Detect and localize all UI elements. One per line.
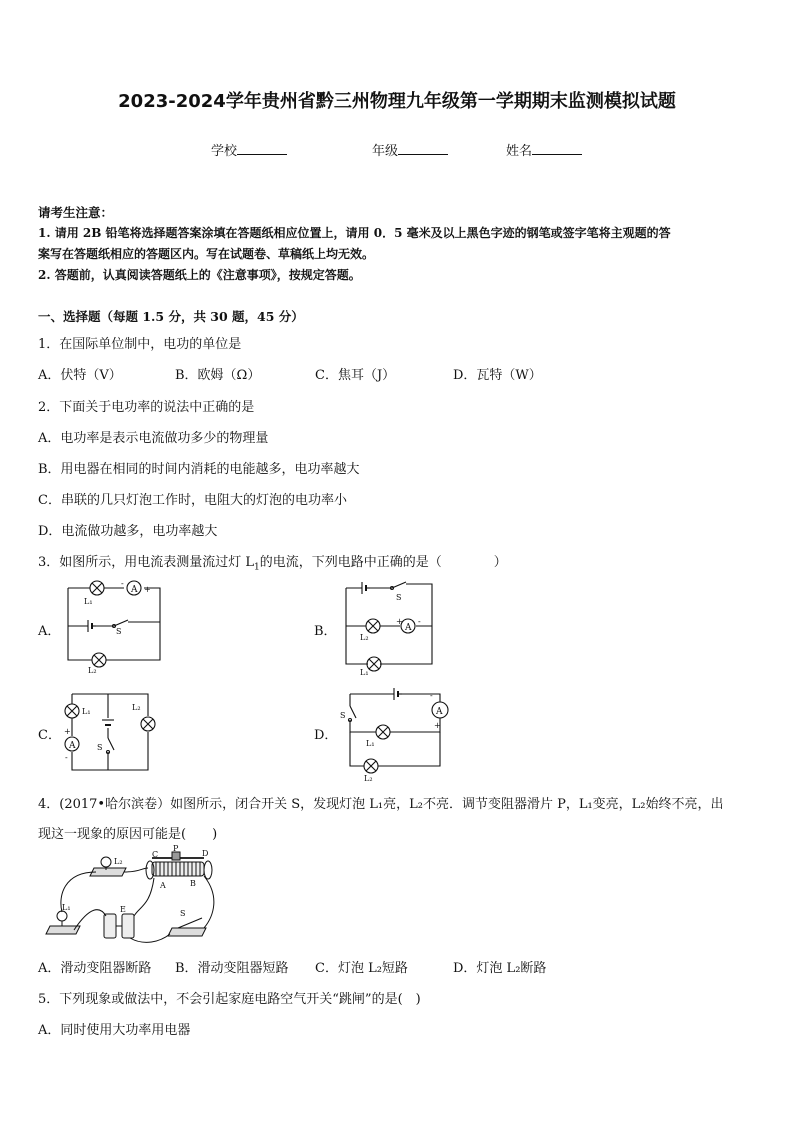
q3-stem-post: 的电流，下列电路中正确的是（ ）: [259, 555, 507, 570]
svg-text:A: A: [405, 623, 412, 633]
circuit-diagram-a: [62, 576, 166, 675]
q4-stem-line-2: 现这一现象的原因可能是( ): [38, 827, 218, 842]
q3-stem-pre: 3．如图所示，用电流表测量流过灯 L: [38, 555, 255, 570]
q1-option-b[interactable]: B．欧姆（Ω）: [175, 368, 261, 383]
section-heading: 一、选择题（每题 1.5 分，共 30 题，45 分）: [38, 309, 304, 324]
q3-option-d[interactable]: D．: [314, 728, 338, 743]
svg-text:S: S: [396, 593, 402, 602]
svg-text:L₂: L₂: [364, 774, 373, 783]
svg-text:A: A: [160, 881, 166, 890]
q4-option-c[interactable]: C．灯泡 L₂短路: [315, 961, 408, 976]
q5-option-a[interactable]: A．同时使用大功率用电器: [38, 1023, 191, 1038]
svg-text:-: -: [418, 617, 421, 626]
svg-text:S: S: [180, 909, 186, 918]
school-field[interactable]: [211, 140, 287, 159]
q3-option-b[interactable]: B．: [314, 624, 337, 639]
svg-text:S: S: [340, 711, 346, 720]
name-label: 姓名: [506, 144, 533, 159]
q3-stem: [38, 551, 507, 573]
page-title: 2023-2024学年贵州省黔三州物理九年级第一学期期末监测模拟试题: [118, 91, 676, 112]
q5-stem: 5．下列现象或做法中，不会引起家庭电路空气开关“跳闸”的是( ): [38, 992, 421, 1007]
q2-option-b[interactable]: B．用电器在相同的时间内消耗的电能越多，电功率越大: [38, 462, 360, 477]
svg-text:L₁: L₁: [360, 668, 369, 677]
svg-text:L₂: L₂: [132, 703, 141, 712]
q3-option-c[interactable]: C．: [38, 728, 61, 743]
svg-text:+: +: [396, 617, 403, 626]
grade-label: 年级: [372, 144, 399, 159]
svg-text:S: S: [97, 743, 103, 752]
grade-field[interactable]: [372, 140, 448, 159]
svg-text:C: C: [152, 850, 159, 859]
svg-text:A: A: [69, 741, 76, 751]
svg-text:L₂: L₂: [360, 633, 369, 642]
svg-text:D: D: [202, 849, 209, 858]
q4-option-b[interactable]: B．滑动变阻器短路: [175, 961, 289, 976]
circuit-diagram-c: [60, 688, 160, 774]
q3-stem-sub: 1: [254, 562, 260, 573]
svg-text:A: A: [436, 707, 443, 717]
svg-text:L₁: L₁: [366, 739, 375, 748]
q2-option-d[interactable]: D．电流做功越多，电功率越大: [38, 524, 218, 539]
svg-text:P: P: [173, 844, 179, 853]
svg-text:-: -: [430, 691, 433, 700]
svg-text:S: S: [116, 627, 122, 636]
school-label: 学校: [211, 144, 238, 159]
svg-text:E: E: [120, 905, 126, 914]
svg-text:-: -: [65, 753, 68, 762]
q4-stem-line-1: 4．(2017•哈尔滨卷）如图所示，闭合开关 S，发现灯泡 L₁亮，L₂不亮．调节变阻器滑片 P，L₁变亮，L₂始终不亮，出: [38, 797, 724, 812]
circuit-diagram-d: [338, 684, 448, 784]
svg-text:L₂: L₂: [88, 666, 97, 675]
q2-option-c[interactable]: C．串联的几只灯泡工作时，电阻大的灯泡的电功率小: [38, 493, 347, 508]
q1-option-a[interactable]: A．伏特（V）: [38, 368, 122, 383]
svg-text:B: B: [190, 879, 196, 888]
svg-text:+: +: [434, 721, 441, 730]
notice-line-1a: 1. 请用 2B 铅笔将选择题答案涂填在答题纸相应位置上，请用 0．5 毫米及以上黑色字迹的钢笔或签字笔将主观题的答: [38, 226, 671, 240]
svg-text:L₁: L₁: [84, 597, 93, 606]
q2-option-a[interactable]: A．电功率是表示电流做功多少的物理量: [38, 431, 269, 446]
q4-option-d[interactable]: D．灯泡 L₂断路: [453, 961, 547, 976]
q4-option-a[interactable]: A．滑动变阻器断路: [38, 961, 152, 976]
notice-line-2: 2. 答题前，认真阅读答题纸上的《注意事项》，按规定答题。: [38, 268, 361, 282]
q3-option-a[interactable]: A．: [38, 624, 61, 639]
svg-text:L₂: L₂: [114, 857, 123, 866]
ammeter-label: A: [131, 585, 138, 595]
svg-text:L₁: L₁: [62, 903, 71, 912]
svg-text:+: +: [144, 585, 151, 594]
svg-text:L₁: L₁: [82, 707, 91, 716]
q1-option-c[interactable]: C．焦耳（J）: [315, 368, 396, 383]
svg-text:+: +: [64, 727, 71, 736]
q1-stem: 1．在国际单位制中，电功的单位是: [38, 337, 242, 352]
circuit-diagram-b: [340, 578, 440, 676]
q4-apparatus-figure: [44, 846, 224, 942]
notice-line-1b: 案写在答题纸相应的答题区内。写在试题卷、草稿纸上均无效。: [38, 247, 375, 261]
svg-text:-: -: [121, 579, 124, 588]
q2-stem: 2．下面关于电功率的说法中正确的是: [38, 400, 255, 415]
q1-option-d[interactable]: D．瓦特（W）: [453, 368, 542, 383]
notice-heading: 请考生注意：: [38, 205, 114, 220]
name-field[interactable]: [506, 140, 582, 159]
